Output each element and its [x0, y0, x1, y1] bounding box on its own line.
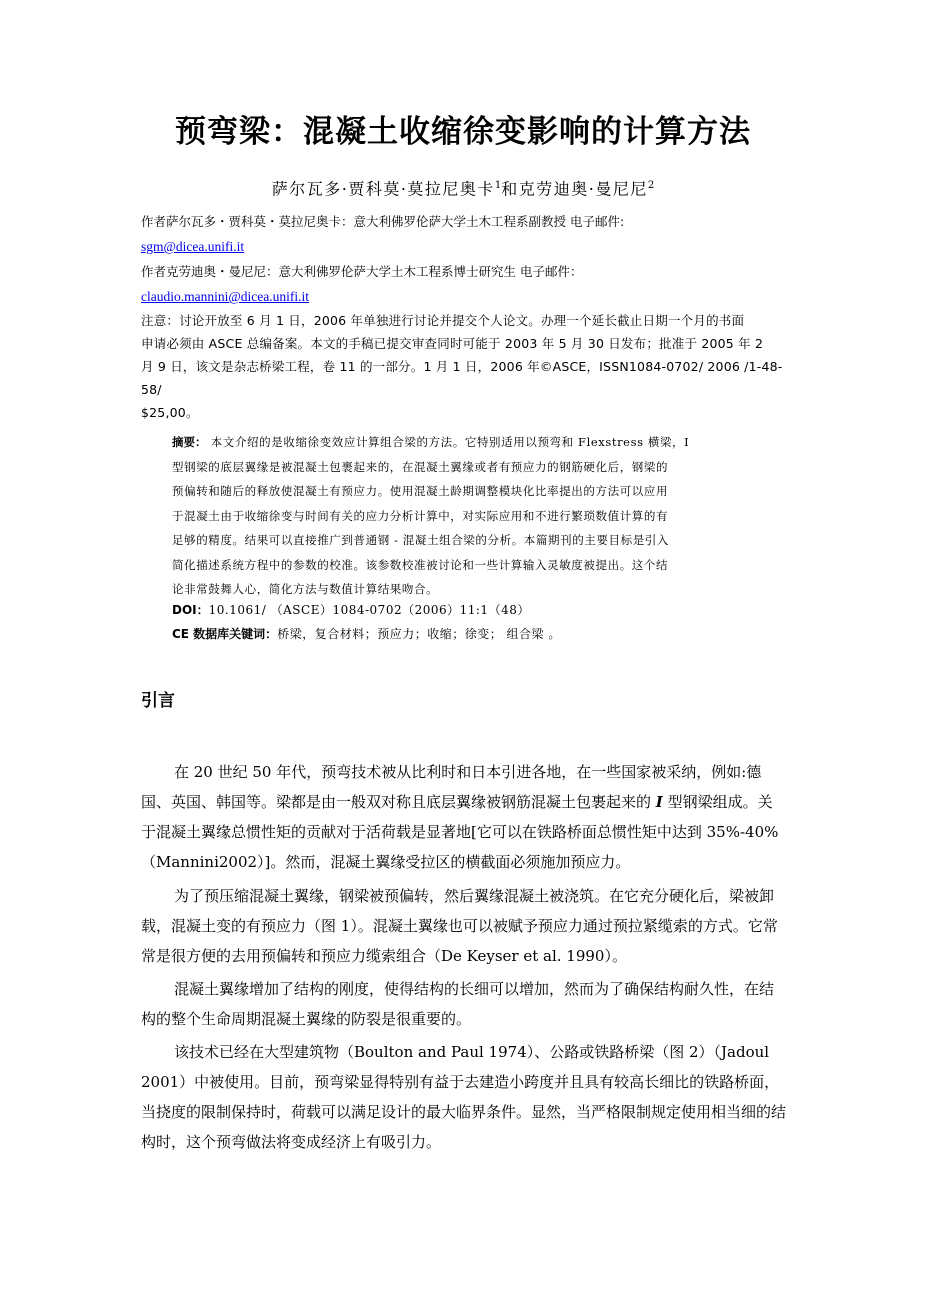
author-1-affiliation-mark: 1	[494, 180, 502, 191]
keywords-value: 桥梁，复合材料；预应力；收缩；徐变； 组合梁 。	[277, 627, 561, 641]
abstract-line: 足够的精度。结果可以直接推广到普通钢 - 混凝土组合梁的分析。本篇期刊的主要目标是引入	[172, 533, 669, 547]
abstract-line: 简化描述系统方程中的参数的校准。该参数校准被讨论和一些计算输入灵敏度被提出。这个结	[172, 557, 669, 572]
paper-title: 预弯梁：混凝土收缩徐变影响的计算方法	[175, 114, 751, 150]
doi-line	[172, 599, 772, 621]
doi-label: DOI：	[172, 603, 209, 617]
doi-value: 10.1061/ （ASCE）1084-0702（2006）11:1（48）	[208, 603, 530, 617]
abstract-label: 摘要：	[172, 435, 207, 449]
abstract-line: 摘要： 本文介绍的是收缩徐变效应计算组合梁的方法。它特别适用以预弯和 Flexstress 横梁，I	[172, 435, 690, 449]
body-paragraph-2: 为了预压缩混凝土翼缘，钢梁被预偏转，然后翼缘混凝土被浇筑。在它充分硬化后，梁被卸载，混凝土变的有预应力（图 1）。混凝土翼缘也可以被赋予预应力通过预拉紧缆索的方式。它常常是很方便的去用预偏转和预应力缆索组合（De Keyser et al. 1990）。	[141, 887, 778, 965]
author-2-affiliation-mark: 2	[647, 180, 655, 191]
note-line: 申请必须由 ASCE 总编备案。本文的手稿已提交审查同时可能于 2003 年 5 月 30 日发布；批准于 2005 年 2	[141, 336, 764, 351]
submission-note	[141, 309, 791, 424]
affiliation-1: 作者萨尔瓦多・贾科莫・莫拉尼奥卡：意大利佛罗伦萨大学土木工程系副教授 电子邮件:	[141, 214, 625, 229]
keywords-line	[172, 623, 772, 645]
abstract-line: 型钢梁的底层翼缘是被混凝土包裹起来的，在混凝土翼缘或者有预应力的钢筋硬化后，钢梁的	[172, 459, 669, 474]
body-paragraph-3: 混凝土翼缘增加了结构的刚度，使得结构的长细可以增加，然而为了确保结构耐久性，在结构的整个生命周期混凝土翼缘的防裂是很重要的。	[141, 980, 775, 1028]
email-link-1[interactable]: sgm@dicea.unifi.it	[141, 239, 245, 254]
i-beam-symbol: I	[655, 793, 663, 811]
abstract-line: 预偏转和随后的释放使混凝土有预应力。使用混凝土龄期调整模块化比率提出的方法可以应用	[172, 484, 669, 498]
email-link-2[interactable]: claudio.mannini@dicea.unifi.it	[141, 289, 310, 304]
author-joiner: 和克劳迪奥·曼尼尼	[501, 179, 648, 199]
body-paragraph-4: 该技术已经在大型建筑物（Boulton and Paul 1974）、公路或铁路桥梁（图 2）（Jadoul 2001）中被使用。目前，预弯梁显得特别有益于去建造小跨度并且具有较高长细比的铁路桥面，当挠度的限制保持时，荷载可以满足设计的最大临界条件。显然，当严格限制规定使用相当细的结构时，这个预弯做法将变成经济上有吸引力。	[141, 1043, 787, 1151]
note-line: 注意：讨论开放至 6 月 1 日，2006 年单独进行讨论并提交个人论文。办理一个延长截止日期一个月的书面	[141, 313, 745, 328]
section-heading-introduction: 引言	[141, 691, 175, 711]
author-line	[0, 174, 926, 201]
note-line: 月 9 日，该文是杂志桥梁工程，卷 11 的一部分。1 月 1 日，2006 年©ASCE，ISSN1084-0702/ 2006 /1-48-58/	[141, 359, 783, 397]
abstract-line: 论非常鼓舞人心，简化方法与数值计算结果吻合。	[172, 582, 439, 596]
note-line: $25,00。	[141, 405, 199, 420]
keywords-label: CE 数据库关键词：	[172, 627, 278, 641]
body-paragraph-1: 在 20 世纪 50 年代，预弯技术被从比利时和日本引进各地，在一些国家被采纳，例如:德国、英国、韩国等。梁都是由一般双对称且底层翼缘被钢筋混凝土包裹起来的 I 型钢梁组成。关于混凝土翼缘总惯性矩的贡献对于活荷载是显著地[它可以在铁路桥面总惯性矩中达到 35%-40%（Mannini2002）]。然而，混凝土翼缘受拉区的横截面必须施加预应力。	[141, 763, 779, 871]
abstract-line: 于混凝土由于收缩徐变与时间有关的应力分析计算中，对实际应用和不进行繁琐数值计算的有	[172, 508, 669, 523]
abstract	[172, 430, 762, 602]
author-1: 萨尔瓦多·贾科莫·莫拉尼奥卡	[271, 179, 495, 199]
affiliation-2: 作者克劳迪奥・曼尼尼：意大利佛罗伦萨大学土木工程系博士研究生 电子邮件：	[141, 264, 583, 279]
